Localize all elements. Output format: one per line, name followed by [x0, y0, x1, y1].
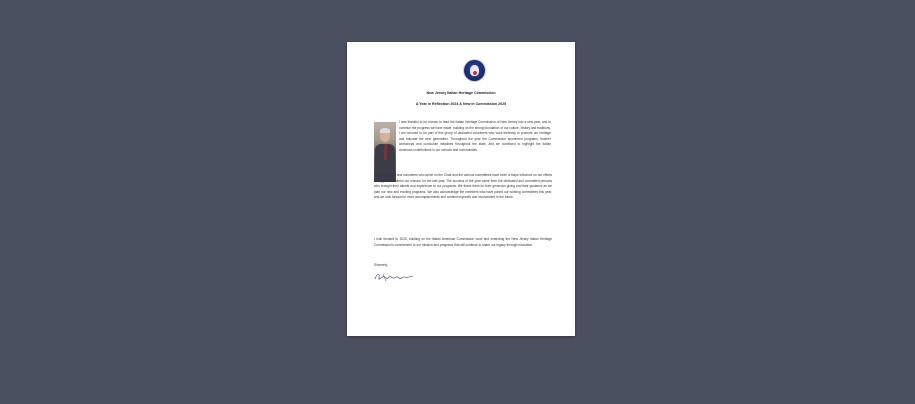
document-subtitle: A Year in Reflection 2024 & New in Commission 2025: [415, 102, 507, 106]
letter-paragraph-2: Commissioners and volunteers who serve on the Chair and the various committees have been a major influence on our efforts to support and direct our mission for the last year. The success of the year came from the dedicated and committed persons who brought their talents and experience to our programs. We thank them for their generous giving and their guidance as we plan our new and exciting programs. We also acknowledge the members who have joined our working committees this year, and we look forward to more accomplishments and continued growth and involvement in the future.: [374, 173, 552, 200]
handwritten-signature: [374, 271, 414, 283]
letter-paragraph-3: I look forward to 2025, building on the Italian American Commission work and extending the New Jersey Italian Heritage Commission's commitment to our mission and programs that will continue to share our legacy through education.: [374, 237, 552, 247]
photo-hair: [380, 128, 390, 133]
seal-accent: [473, 71, 477, 75]
document-page: [347, 42, 575, 336]
letter-closing: Sincerely,: [374, 263, 388, 267]
letter-paragraph-1: I was thankful to be chosen to lead the Italian Heritage Commission of New Jersey into a new year, and to continue the progress we have made, building on the strong foundation of our culture, history and traditions. I am honored to be part of this group of dedicated volunteers who work tirelessly to promote our heritage and educate the next generation. Throughout the year the Commission sponsored programs, teacher workshops and curriculum initiatives throughout the state, and we continued to highlight the Italian American contributions in our schools and communities.: [399, 120, 551, 152]
document-title: New Jersey Italian Heritage Commission: [426, 91, 496, 95]
photo-tie: [384, 144, 387, 160]
commission-seal-icon: [464, 60, 485, 81]
